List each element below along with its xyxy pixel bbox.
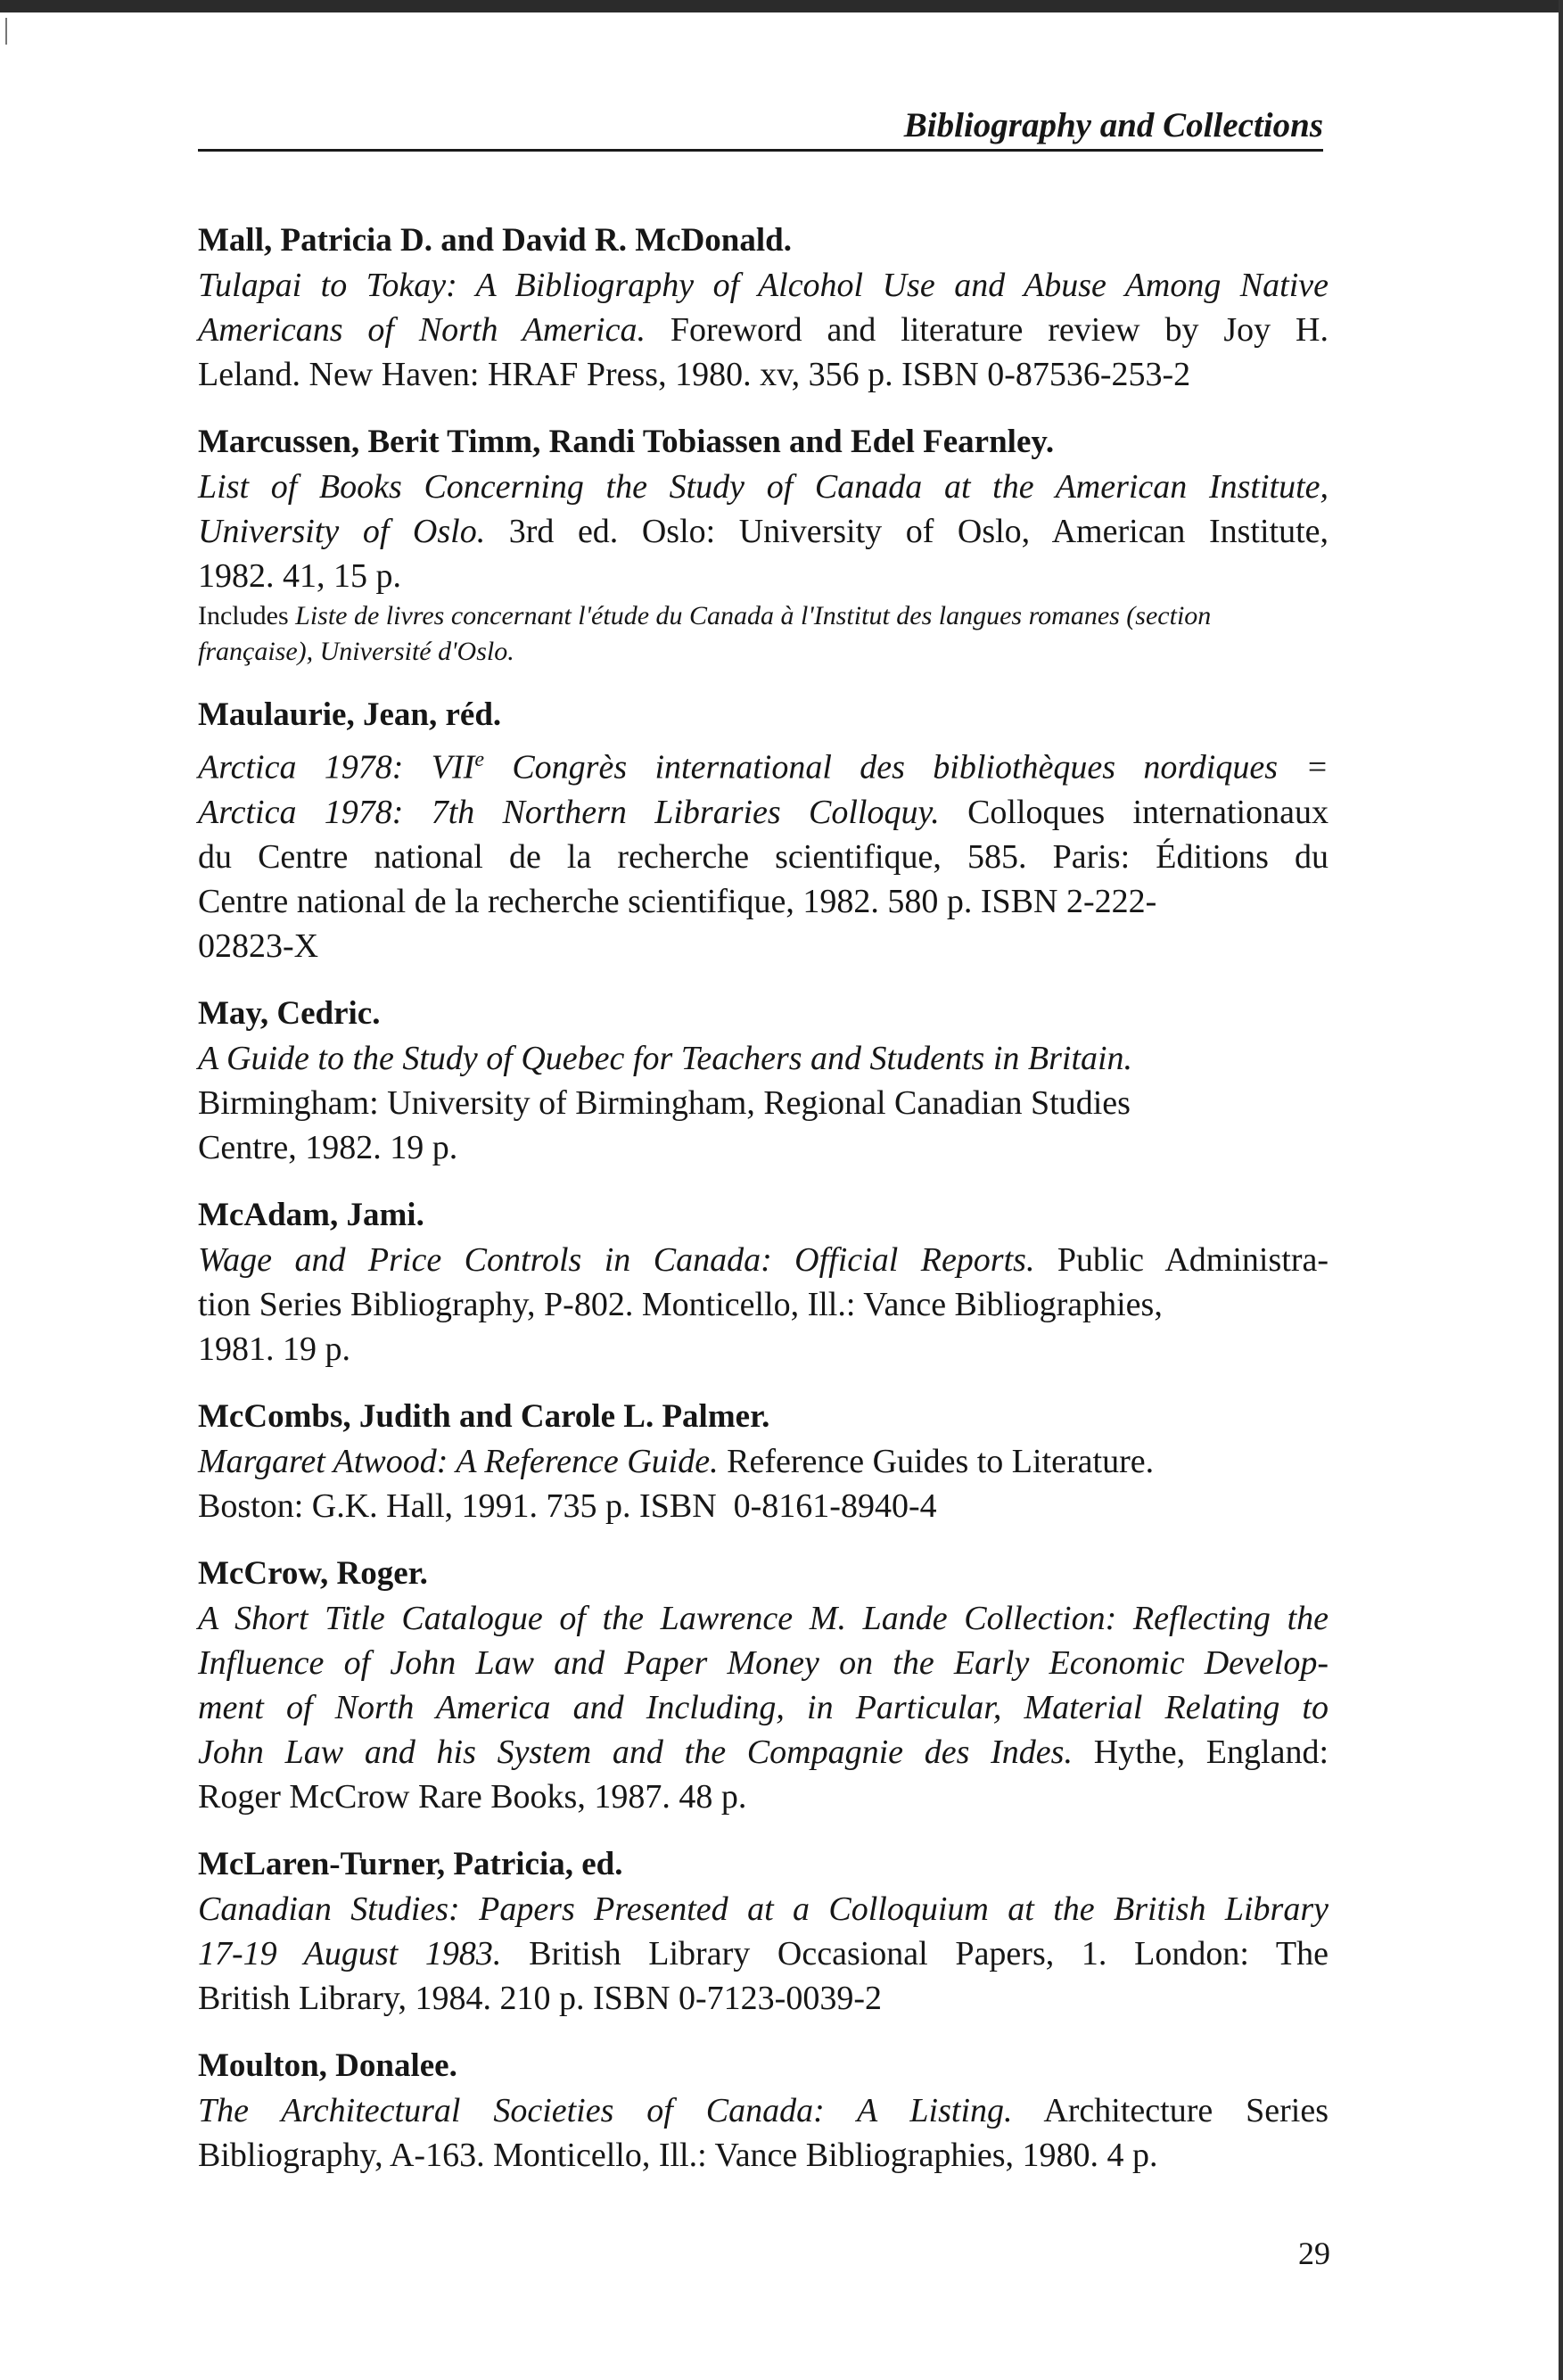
entry-details: British Library, 1984. 210 p. ISBN 0-7123-0039-2 [198, 1979, 882, 2017]
entry-title: Wage and Price Controls in Canada: Official Reports. [198, 1240, 1035, 1279]
entry-text [198, 308, 1329, 352]
entry-text [198, 1730, 1329, 1775]
entry-details: Birmingham: University of Birmingham, Regional Canadian Studies [198, 1083, 1131, 1122]
bibliography-entry [198, 1552, 1329, 1819]
entry-title: The Architectural Societies of Canada: A Listing. [198, 2091, 1013, 2129]
entry-details: British Library Occasional Papers, 1. London: The [501, 1934, 1329, 1972]
entry-details: tion Series Bibliography, P-802. Monticello, Ill.: Vance Bibliographies, [198, 1285, 1163, 1323]
entry-author: McCombs, Judith and Carole L. Palmer. [198, 1397, 770, 1435]
entry-author: May, Cedric. [198, 994, 381, 1032]
bibliography-entry [198, 693, 1329, 968]
bibliography-entry [198, 1395, 1329, 1528]
bibliography-entry [198, 1842, 1329, 2021]
entry-details: Bibliography, A-163. Monticello, Ill.: Vance Bibliographies, 1980. 4 p. [198, 2136, 1158, 2174]
entry-details: Foreword and literature review by Joy H. [645, 311, 1329, 349]
entry-title: Influence of John Law and Paper Money on the Early Economic Develop- [198, 1643, 1329, 1682]
entry-details: 3rd ed. Oslo: University of Oslo, American Institute, [485, 513, 1329, 550]
entry-title: Tulapai to Tokay: A Bibliography of Alcohol Use and Abuse Among Native [198, 267, 1329, 304]
entry-details: Colloques internationaux [939, 793, 1329, 831]
entry-title: Americans of North America. [198, 311, 646, 349]
entry-text [198, 509, 1329, 554]
entry-details: 02823-X [198, 926, 319, 965]
bibliography-entry [198, 420, 1329, 670]
scan-edge-right [1559, 0, 1563, 2380]
entry-details: Centre national de la recherche scientifique, 1982. 580 p. ISBN 2-222- [198, 882, 1157, 920]
superscript: e [474, 748, 484, 771]
entry-text [198, 2088, 1329, 2133]
entry-title: List of Books Concerning the Study of Canada at the American Institute, [198, 468, 1329, 506]
bibliography-entry [198, 218, 1329, 397]
entry-details: Roger McCrow Rare Books, 1987. 48 p. [198, 1777, 747, 1816]
entry-title: A Short Title Catalogue of the Lawrence M. Lande Collection: Reflecting the [198, 1599, 1329, 1637]
entry-title: Canadian Studies: Papers Presented at a Colloquium at the British Library [198, 1890, 1329, 1928]
entry-details: Boston: G.K. Hall, 1991. 735 p. ISBN 0-8161-8940-4 [198, 1486, 937, 1525]
entry-details: Hythe, England: [1072, 1733, 1329, 1771]
entry-details: du Centre national de la recherche scientifique, 585. Paris: Éditions du [198, 837, 1329, 876]
entry-details: Centre, 1982. 19 p. [198, 1128, 458, 1166]
header-rule [198, 149, 1323, 152]
entry-details: 1981. 19 p. [198, 1330, 350, 1368]
bibliography-entry [198, 992, 1329, 1170]
entry-title: Arctica 1978: 7th Northern Libraries Colloquy. [198, 793, 940, 831]
entry-author: Mall, Patricia D. and David R. McDonald. [198, 222, 792, 259]
entry-note-title: Liste de livres concernant l'étude du Canada à l'Institut des langues romanes (section [295, 601, 1212, 630]
entry-note [198, 598, 1329, 634]
entry-title: University of Oslo. [198, 513, 486, 550]
entry-text [198, 1931, 1329, 1976]
entry-title-part: Congrès international des bibliothèques nordiques = [483, 748, 1329, 786]
entry-author: McCrow, Roger. [198, 1554, 428, 1592]
entry-author: McAdam, Jami. [198, 1196, 424, 1233]
entry-details: Public Administra- [1034, 1240, 1329, 1279]
entry-title: ment of North America and Including, in Particular, Material Relating to [198, 1688, 1329, 1726]
entry-text [198, 1439, 1329, 1484]
entry-title: 17-19 August 1983. [198, 1934, 502, 1972]
entry-title: John Law and his System and the Compagnie des Indes. [198, 1733, 1073, 1771]
entry-text [198, 790, 1329, 835]
entry-title [198, 737, 1329, 790]
entry-author: Moulton, Donalee. [198, 2046, 457, 2084]
entry-details: 1982. 41, 15 p. [198, 557, 401, 595]
bibliography-entry [198, 2044, 1329, 2178]
page-number: 29 [1298, 2236, 1330, 2271]
entry-details: Reference Guides to Literature. [718, 1442, 1155, 1480]
entry-note-title: française), Université d'Oslo. [198, 637, 514, 666]
entry-author: Marcussen, Berit Timm, Randi Tobiassen and Edel Fearnley. [198, 424, 1055, 460]
entry-title: A Guide to the Study of Quebec for Teachers and Students in Britain. [198, 1039, 1133, 1077]
entry-text [198, 1238, 1329, 1282]
entry-author: McLaren-Turner, Patricia, ed. [198, 1845, 623, 1882]
scan-mark-left [5, 18, 7, 45]
entry-title: Margaret Atwood: A Reference Guide. [198, 1442, 719, 1480]
entry-author: Maulaurie, Jean, réd. [198, 696, 502, 733]
running-head: Bibliography and Collections [903, 106, 1323, 144]
entry-note-lead: Includes [198, 601, 296, 630]
entry-details: Architecture Series [1012, 2091, 1329, 2129]
entry-details: Leland. New Haven: HRAF Press, 1980. xv, 356 p. ISBN 0-87536-253-2 [198, 356, 1191, 393]
bibliography-entries [198, 218, 1329, 2201]
scan-edge-top [0, 0, 1563, 12]
entry-title-part: Arctica 1978: VII [198, 748, 475, 786]
bibliography-entry [198, 1193, 1329, 1371]
